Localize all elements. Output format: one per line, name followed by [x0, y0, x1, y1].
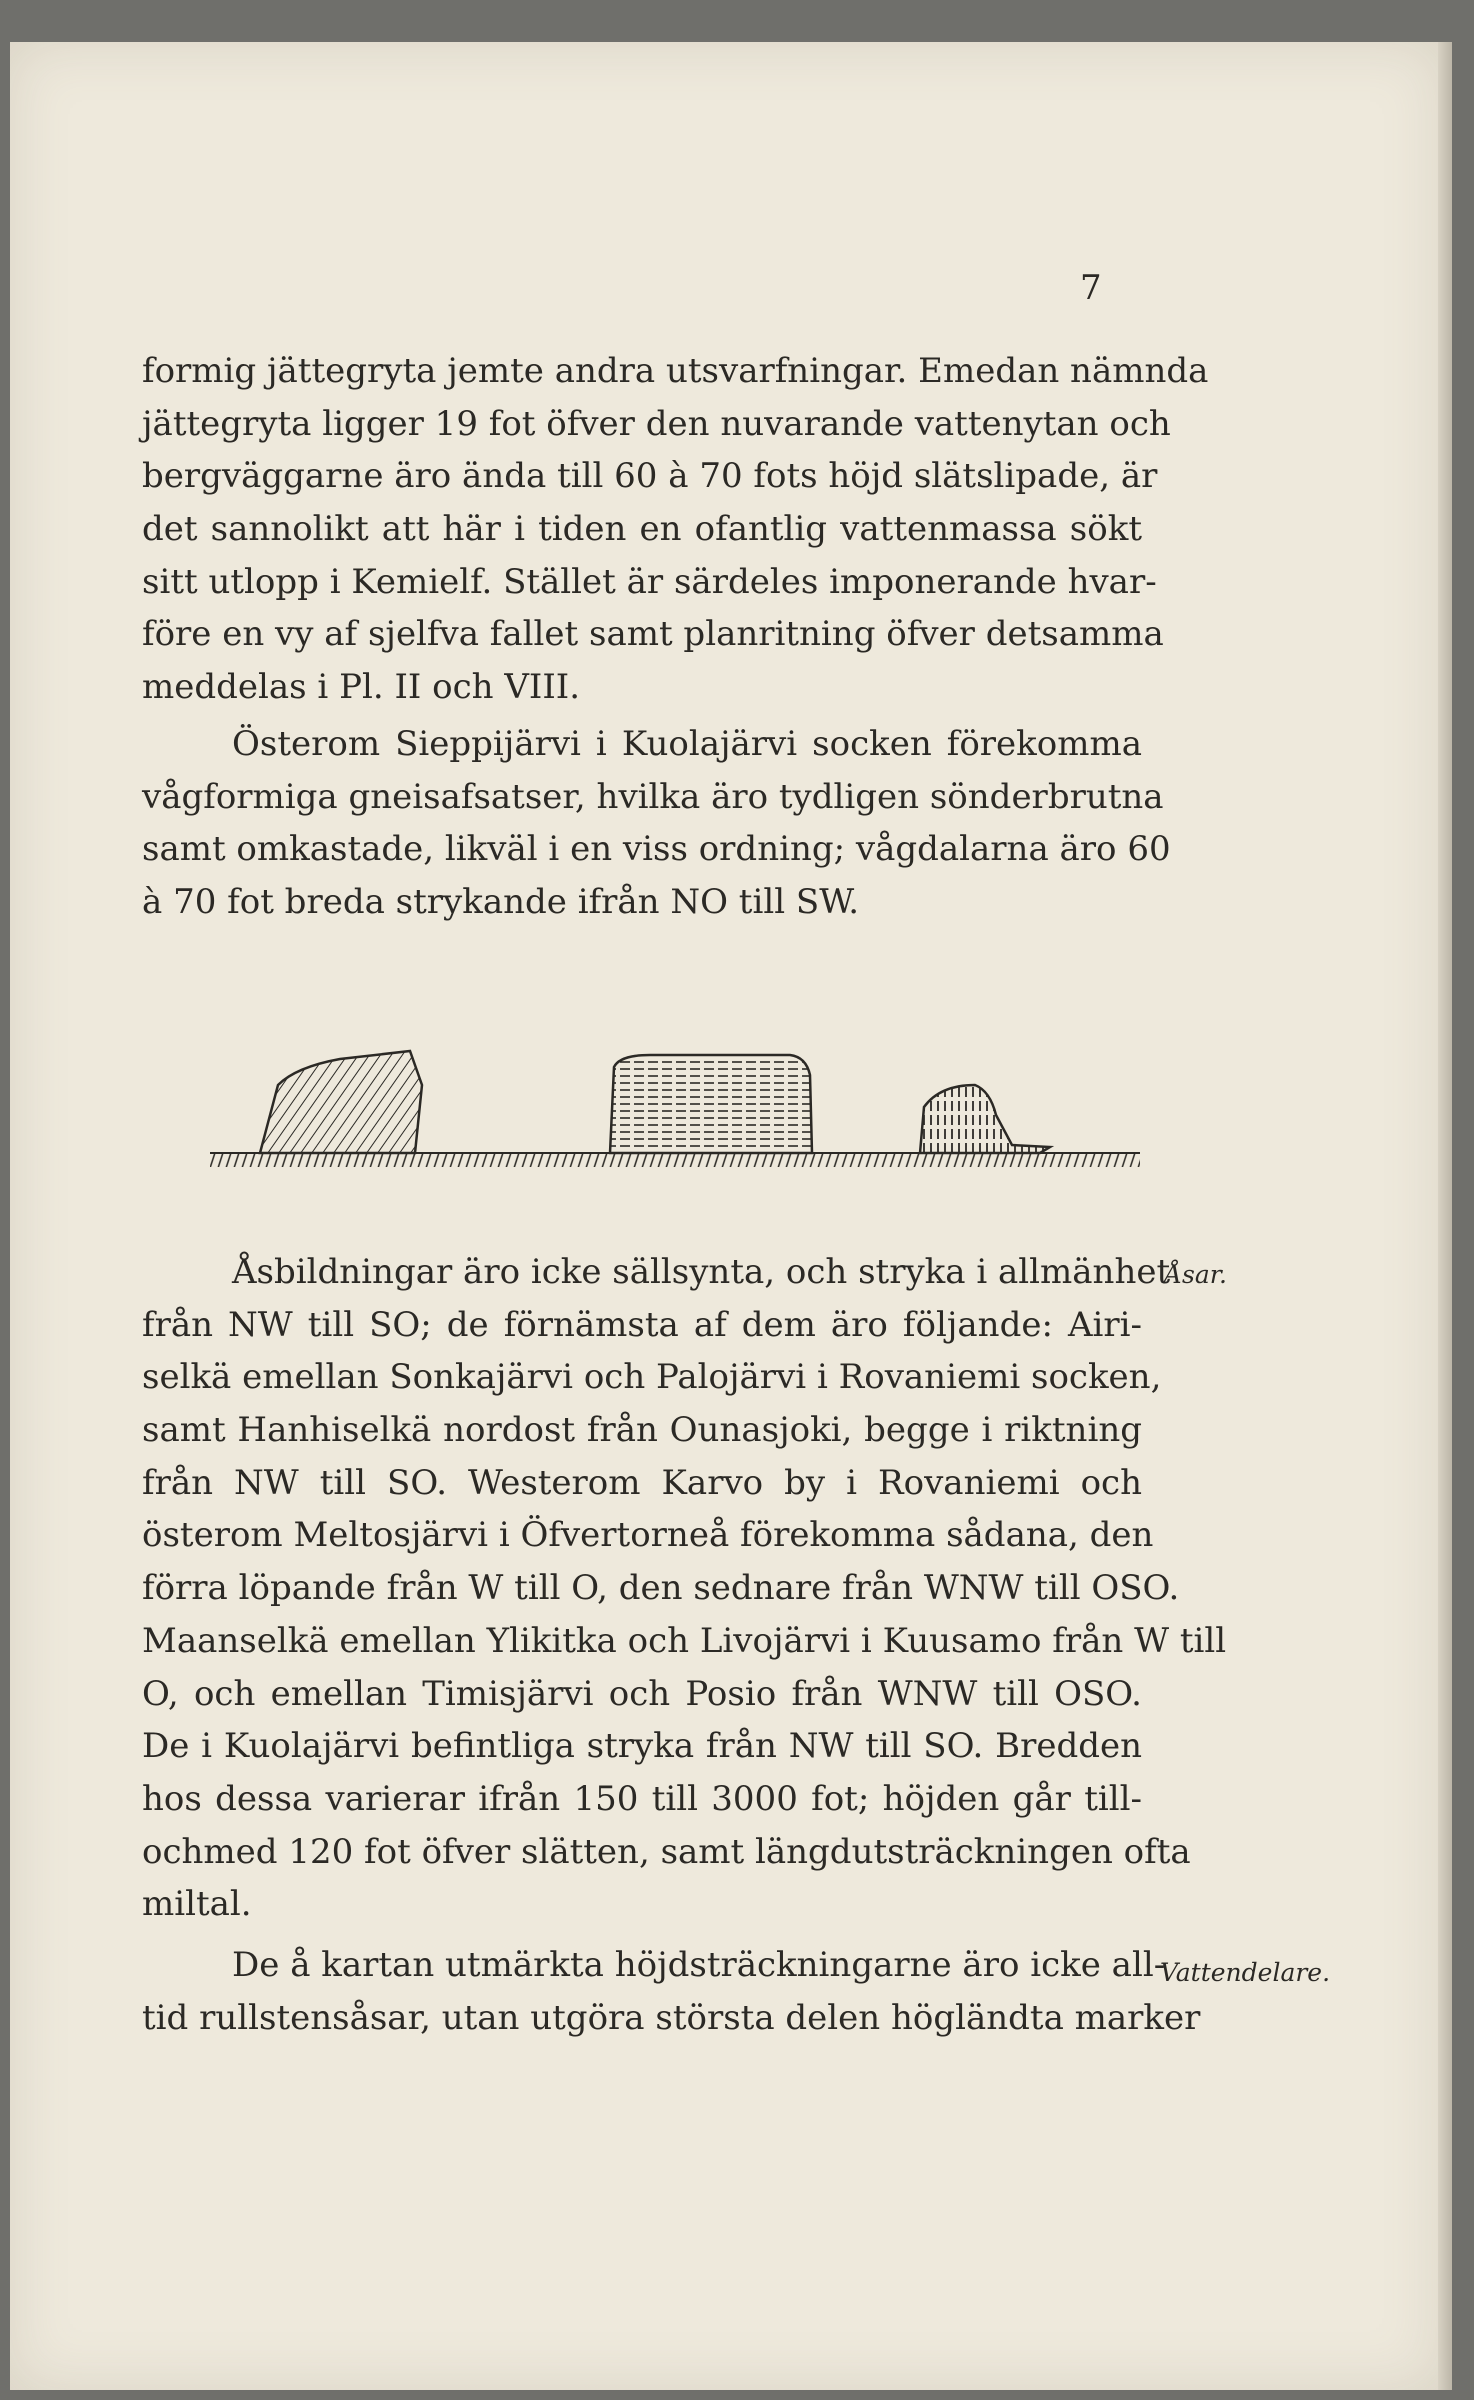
text-line: hos dessa varierar ifrån 150 till 3000 fot; höjden går till-: [142, 1778, 1142, 1819]
text-line: De i Kuolajärvi befintliga stryka från NW till SO. Bredden: [142, 1726, 1142, 1767]
text-line: bergväggarne äro ända till 60 à 70 fots höjd slätslipade, är: [142, 456, 1158, 497]
text-line: à 70 fot breda strykande ifrån NO till SW.: [142, 882, 860, 923]
text-line: österom Meltosjärvi i Öfvertorneå förekomma sådana, den: [142, 1515, 1154, 1556]
text-line: O, och emellan Timisjärvi och Posio från WNW till OSO.: [142, 1673, 1142, 1714]
text-line: före en vy af sjelfva fallet samt planritning öfver detsamma: [142, 614, 1164, 655]
text-line: miltal.: [142, 1884, 252, 1925]
text-line: formig jättegryta jemte andra utsvarfningar. Emedan nämnda: [142, 351, 1209, 391]
page-edge: [1438, 42, 1452, 2390]
text-line: tid rullstensåsar, utan utgöra största delen högländta marker: [142, 1997, 1201, 2038]
text-line: De å kartan utmärkta höjdsträckningarne äro icke all-: [232, 1945, 1166, 1985]
text-line: Österom Sieppijärvi i Kuolajärvi socken förekomma: [232, 724, 1142, 764]
text-line: Åsbildningar äro icke sällsynta, och stryka i allmänhet: [232, 1252, 1171, 1292]
paragraph-4: [142, 1939, 1201, 2044]
left-ledge: [260, 1051, 422, 1153]
middle-ledge: [610, 1055, 812, 1153]
paragraph-2: [142, 718, 1171, 929]
text-line: meddelas i Pl. II och VIII.: [142, 667, 580, 708]
text-line: Maanselkä emellan Ylikitka och Livojärvi i Kuusamo från W till: [142, 1620, 1227, 1661]
text-line: vågformiga gneisafsatser, hvilka äro tydligen sönderbrutna: [142, 776, 1164, 817]
text-line: förra löpande från W till O, den sednare från WNW till OSO.: [142, 1568, 1180, 1609]
text-line: sitt utlopp i Kemielf. Stället är särdeles imponerande hvar-: [142, 561, 1157, 602]
ground-hatching: [210, 1153, 1140, 1167]
right-ledge: [920, 1085, 1050, 1153]
margin-note-vattendelare: Vattendelare.: [1160, 1958, 1331, 1987]
text-line: selkä emellan Sonkajärvi och Palojärvi i Rovaniemi socken,: [142, 1357, 1162, 1398]
rock-ledge-figure: [200, 1045, 1150, 1185]
text-line: från NW till SO; de förnämsta af dem äro följande: Airi-: [142, 1304, 1142, 1345]
text-line: från NW till SO. Westerom Karvo by i Rovaniemi och: [142, 1462, 1142, 1503]
text-line: ochmed 120 fot öfver slätten, samt längdutsträckningen ofta: [142, 1831, 1191, 1872]
text-line: det sannolikt att här i tiden en ofantlig vattenmassa sökt: [142, 509, 1142, 550]
text-line: jättegryta ligger 19 fot öfver den nuvarande vattenytan och: [142, 403, 1171, 444]
paragraph-1: [142, 345, 1209, 714]
margin-note-asar: Åsar.: [1164, 1260, 1227, 1289]
text-line: samt omkastade, likväl i en viss ordning; vågdalarna äro 60: [142, 829, 1171, 870]
text-line: samt Hanhiselkä nordost från Ounasjoki, begge i riktning: [142, 1410, 1142, 1451]
page-number: 7: [1080, 268, 1102, 308]
